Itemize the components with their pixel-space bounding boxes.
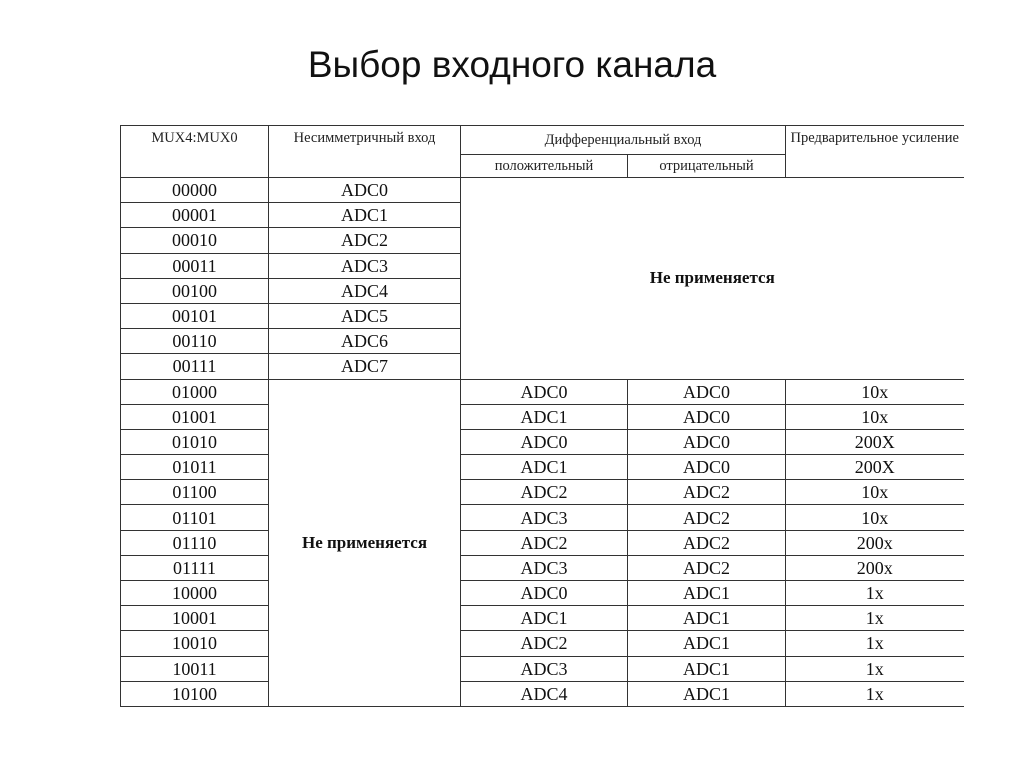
negative-input: ADC1: [628, 606, 786, 631]
positive-input: ADC0: [461, 429, 628, 454]
mux-code: 00101: [121, 303, 269, 328]
positive-input: ADC2: [461, 631, 628, 656]
gain: 10x: [786, 404, 964, 429]
negative-input: ADC1: [628, 656, 786, 681]
negative-input: ADC1: [628, 681, 786, 706]
positive-input: ADC3: [461, 555, 628, 580]
single-ended-input: ADC5: [269, 303, 461, 328]
negative-input: ADC1: [628, 631, 786, 656]
single-ended-input: ADC0: [269, 178, 461, 203]
header-mux: MUX4:MUX0: [121, 126, 269, 178]
table-row: [121, 631, 964, 656]
table-row: [121, 606, 964, 631]
mux-code: 10011: [121, 656, 269, 681]
differential-not-applicable: Не применяется: [461, 178, 964, 380]
gain: 200x: [786, 555, 964, 580]
single-ended-input: ADC7: [269, 354, 461, 379]
header-differential: Дифференциальный вход: [461, 126, 786, 155]
gain: 10x: [786, 505, 964, 530]
gain: 1x: [786, 606, 964, 631]
single-ended-input: ADC6: [269, 329, 461, 354]
positive-input: ADC2: [461, 480, 628, 505]
positive-input: ADC1: [461, 404, 628, 429]
positive-input: ADC0: [461, 581, 628, 606]
gain: 1x: [786, 631, 964, 656]
mux-code: 00011: [121, 253, 269, 278]
mux-code: 00111: [121, 354, 269, 379]
gain: 200X: [786, 429, 964, 454]
gain: 200x: [786, 530, 964, 555]
table-row: [121, 404, 964, 429]
negative-input: ADC0: [628, 455, 786, 480]
positive-input: ADC4: [461, 681, 628, 706]
mux-code: 00001: [121, 203, 269, 228]
single-ended-input: ADC4: [269, 278, 461, 303]
mux-code: 01111: [121, 555, 269, 580]
negative-input: ADC2: [628, 505, 786, 530]
table-row: [121, 656, 964, 681]
mux-code: 10001: [121, 606, 269, 631]
single-ended-not-applicable: Не применяется: [269, 379, 461, 706]
mux-code: 01000: [121, 379, 269, 404]
mux-code: 00100: [121, 278, 269, 303]
negative-input: ADC2: [628, 480, 786, 505]
mux-code: 01110: [121, 530, 269, 555]
single-ended-input: ADC2: [269, 228, 461, 253]
mux-code: 01101: [121, 505, 269, 530]
table-row: [121, 555, 964, 580]
single-ended-input: ADC3: [269, 253, 461, 278]
positive-input: ADC1: [461, 455, 628, 480]
negative-input: ADC2: [628, 555, 786, 580]
table-row: [121, 455, 964, 480]
gain: 1x: [786, 656, 964, 681]
table-row: [121, 530, 964, 555]
positive-input: ADC0: [461, 379, 628, 404]
mux-code: 01010: [121, 429, 269, 454]
gain: 1x: [786, 681, 964, 706]
mux-code: 00010: [121, 228, 269, 253]
positive-input: ADC3: [461, 656, 628, 681]
table-row: [121, 379, 964, 404]
slide-title: Выбор входного канала: [307, 44, 717, 85]
gain: 1x: [786, 581, 964, 606]
negative-input: ADC0: [628, 429, 786, 454]
header-single-ended: Несимметричный вход: [269, 126, 461, 178]
mux-code: 00110: [121, 329, 269, 354]
table-row: [121, 581, 964, 606]
table-row: [121, 681, 964, 706]
positive-input: ADC2: [461, 530, 628, 555]
gain: 10x: [786, 379, 964, 404]
negative-input: ADC1: [628, 581, 786, 606]
mux-code: 01100: [121, 480, 269, 505]
gain: 10x: [786, 480, 964, 505]
table-row: [121, 505, 964, 530]
positive-input: ADC1: [461, 606, 628, 631]
mux-code: 10010: [121, 631, 269, 656]
mux-code: 01001: [121, 404, 269, 429]
gain: 200X: [786, 455, 964, 480]
adc-channel-table: [120, 125, 964, 707]
table-row: [121, 429, 964, 454]
negative-input: ADC0: [628, 404, 786, 429]
mux-code: 01011: [121, 455, 269, 480]
header-negative: отрицательный: [628, 155, 786, 178]
single-ended-input: ADC1: [269, 203, 461, 228]
mux-code: 00000: [121, 178, 269, 203]
mux-code: 10100: [121, 681, 269, 706]
positive-input: ADC3: [461, 505, 628, 530]
table-row: [121, 480, 964, 505]
negative-input: ADC2: [628, 530, 786, 555]
negative-input: ADC0: [628, 379, 786, 404]
table-row: [121, 178, 964, 203]
header-positive: положительный: [461, 155, 628, 178]
header-gain: Предварительное усиление: [786, 126, 964, 178]
mux-code: 10000: [121, 581, 269, 606]
